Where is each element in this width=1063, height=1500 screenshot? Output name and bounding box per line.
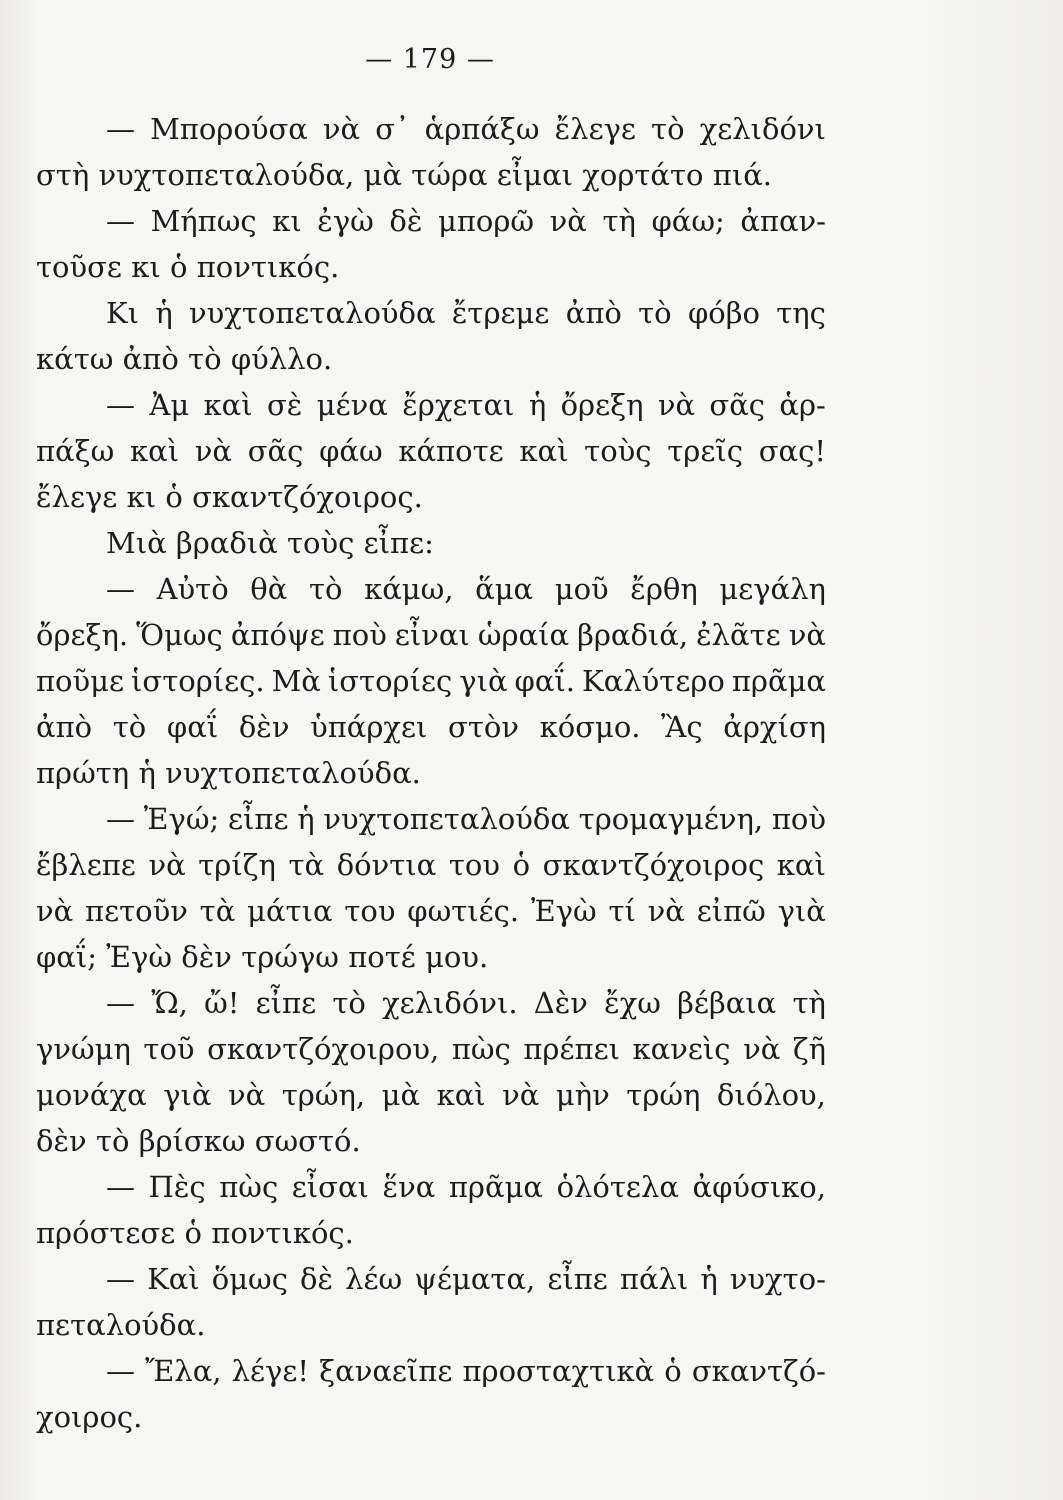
text-line: — Ἔλα, λέγε! ξαναεῖπε προσταχτικὰ ὁ σκαντζό- — [106, 1354, 826, 1388]
text-line: κάτω ἀπὸ τὸ φύλλο. — [36, 342, 333, 376]
text-line: — Καὶ ὅμως δὲ λέω ψέματα, εἶπε πάλι ἡ νυχτο- — [106, 1262, 826, 1296]
text-line: — Αὐτὸ θὰ τὸ κάμω, ἅμα μοῦ ἔρθη μεγάλη — [106, 572, 826, 606]
text-line: χοιρος. — [36, 1400, 143, 1434]
text-line: στὴ νυχτοπεταλούδα, μὰ τώρα εἶμαι χορτάτο πιά. — [36, 158, 773, 192]
text-line: ὄρεξη. Ὅμως ἀπόψε ποὺ εἶναι ὡραία βραδιά, ἐλᾶτε νὰ — [36, 618, 826, 652]
text-line: — Μήπως κι ἐγὼ δὲ μπορῶ νὰ τὴ φάω; ἀπαν- — [106, 204, 826, 238]
text-line: πάξω καὶ νὰ σᾶς φάω κάποτε καὶ τοὺς τρεῖς σας! — [36, 434, 826, 468]
text-line: πρόστεσε ὁ ποντικός. — [36, 1216, 354, 1250]
text-line: δὲν τὸ βρίσκω σωστό. — [36, 1124, 361, 1158]
text-line: — Ἐγώ; εἶπε ἡ νυχτοπεταλούδα τρομαγμένη, ποὺ — [106, 802, 826, 836]
text-line: Μιὰ βραδιὰ τοὺς εἶπε: — [106, 526, 434, 560]
text-line: ἀπὸ τὸ φαΐ δὲν ὑπάρχει στὸν κόσμο. Ἂς ἀρχίση — [36, 710, 826, 744]
text-line: νὰ πετοῦν τὰ μάτια του φωτιές. Ἐγὼ τί νὰ εἰπῶ γιὰ — [36, 894, 826, 928]
text-line: πρώτη ἡ νυχτοπεταλούδα. — [36, 756, 421, 790]
page-number: — 179 — — [365, 44, 495, 75]
text-line: τοῦσε κι ὁ ποντικός. — [36, 250, 340, 284]
text-line: πεταλούδα. — [36, 1308, 206, 1342]
text-line: ἔλεγε κι ὁ σκαντζόχοιρος. — [36, 480, 423, 514]
body-text — [36, 106, 826, 1440]
text-line: — Ὤ, ὤ! εἶπε τὸ χελιδόνι. Δὲν ἔχω βέβαια τὴ — [106, 986, 826, 1020]
text-line: ἔβλεπε νὰ τρίζη τὰ δόντια του ὁ σκαντζόχοιρος καὶ — [36, 848, 826, 882]
text-line: φαΐ; Ἐγὼ δὲν τρώγω ποτέ μου. — [36, 940, 489, 974]
text-line: — Ἀμ καὶ σὲ μένα ἔρχεται ἡ ὄρεξη νὰ σᾶς ἁρ- — [106, 388, 826, 422]
text-line: ποῦμε ἱστορίες. Μὰ ἱστορίες γιὰ φαΐ. Καλύτερο πρᾶμα — [36, 664, 826, 698]
text-line: — Πὲς πὼς εἶσαι ἕνα πρᾶμα ὁλότελα ἀφύσικο, — [106, 1170, 826, 1204]
text-line: γνώμη τοῦ σκαντζόχοιρου, πὼς πρέπει κανεὶς νὰ ζῆ — [36, 1032, 826, 1066]
text-line: — Μπορούσα νὰ σ᾽ ἁρπάξω ἔλεγε τὸ χελιδόνι — [106, 112, 826, 146]
text-line: Κι ἡ νυχτοπεταλούδα ἔτρεμε ἀπὸ τὸ φόβο της — [106, 296, 826, 330]
text-line: μονάχα γιὰ νὰ τρώη, μὰ καὶ νὰ μὴν τρώη διόλου, — [36, 1078, 826, 1112]
